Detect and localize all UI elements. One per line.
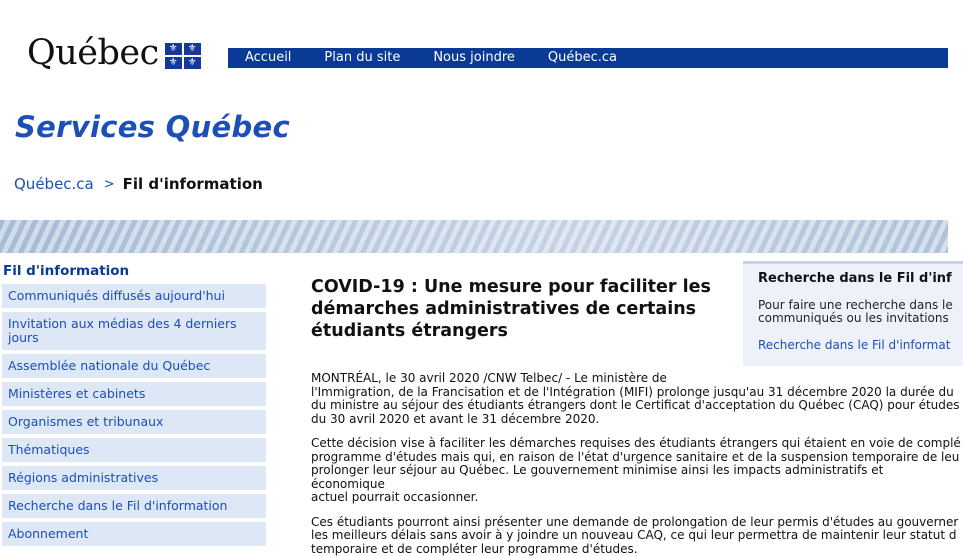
search-sidebox <box>743 261 963 366</box>
breadcrumb-current: Fil d'information <box>123 175 263 193</box>
breadcrumb-separator: > <box>104 177 115 192</box>
sidebox-title: Recherche dans le Fil d'inf <box>758 271 963 286</box>
leftnav-item-organismes[interactable]: Organismes et tribunaux <box>2 410 266 435</box>
site-title[interactable]: Services Québec <box>15 110 290 144</box>
leftnav-item-assemblee-nationale[interactable]: Assemblée nationale du Québec <box>2 354 266 379</box>
leftnav-item-communiques[interactable]: Communiqués diffusés aujourd'hui <box>2 284 266 309</box>
logo-wordmark: Québec <box>27 36 159 71</box>
topnav-nous-joindre[interactable]: Nous joindre <box>433 48 515 68</box>
article-paragraph: MONTRÉAL, le 30 avril 2020 /CNW Telbec/ - Le ministère de l'Immigration, de la Francisation et de l'Intégration (MIFI) prolonge jusqu'au 31 décembre 2020 la durée du du ministre au séjour des étudiants étrangers dont le Certificat d'acceptation du Québec (CAQ) pour études du 30 avril 2020 et avant le 31 décembre 2020. <box>311 372 961 426</box>
leftnav-item-regions[interactable]: Régions administratives <box>2 466 266 491</box>
topnav-accueil[interactable]: Accueil <box>245 48 291 68</box>
breadcrumb-home-link[interactable]: Québec.ca <box>14 175 94 193</box>
topnav-plan-du-site[interactable]: Plan du site <box>324 48 400 68</box>
leftnav-item-abonnement[interactable]: Abonnement <box>2 522 266 547</box>
leftnav-item-invitation-medias[interactable]: Invitation aux médias des 4 derniers jours <box>2 312 266 351</box>
article-paragraph: Cette décision vise à faciliter les démarches requises des étudiants étrangers qui étaient en voie de complé programme d'études mais qui, en raison de l'état d'urgence sanitaire et de la suspension temporaire de leu prolonger leur séjour au Québec. Le gouvernement minimise ainsi les impacts administratifs et économique actuel pourrait occasionner. <box>311 437 961 505</box>
left-navigation <box>0 260 266 550</box>
leftnav-item-thematiques[interactable]: Thématiques <box>2 438 266 463</box>
top-navigation <box>228 48 948 68</box>
topnav-quebec-ca[interactable]: Québec.ca <box>548 48 617 68</box>
quebec-logo[interactable] <box>27 36 201 71</box>
sidebox-search-link[interactable]: Recherche dans le Fil d'informat <box>758 338 963 352</box>
article-paragraph: Ces étudiants pourront ainsi présenter une demande de prolongation de leur permis d'études au gouverner les meilleurs délais sans avoir à y joindre un nouveau CAQ, ce qui leur permettra de maintenir leur statut d temporaire et de compléter leur programme d'études. <box>311 516 961 556</box>
article-title: COVID-19 : Une mesure pour faciliter les démarches administratives de certains étudiants étrangers <box>311 276 731 342</box>
breadcrumb <box>14 175 263 193</box>
sidebox-text: Pour faire une recherche dans le communiqués ou les invitations <box>758 299 963 325</box>
leftnav-item-ministeres[interactable]: Ministères et cabinets <box>2 382 266 407</box>
fleurdelise-flag-icon: ⚜ ⚜ ⚜ ⚜ <box>165 43 201 69</box>
decorative-banner <box>0 220 948 253</box>
leftnav-heading[interactable]: Fil d'information <box>0 260 266 284</box>
leftnav-item-recherche[interactable]: Recherche dans le Fil d'information <box>2 494 266 519</box>
